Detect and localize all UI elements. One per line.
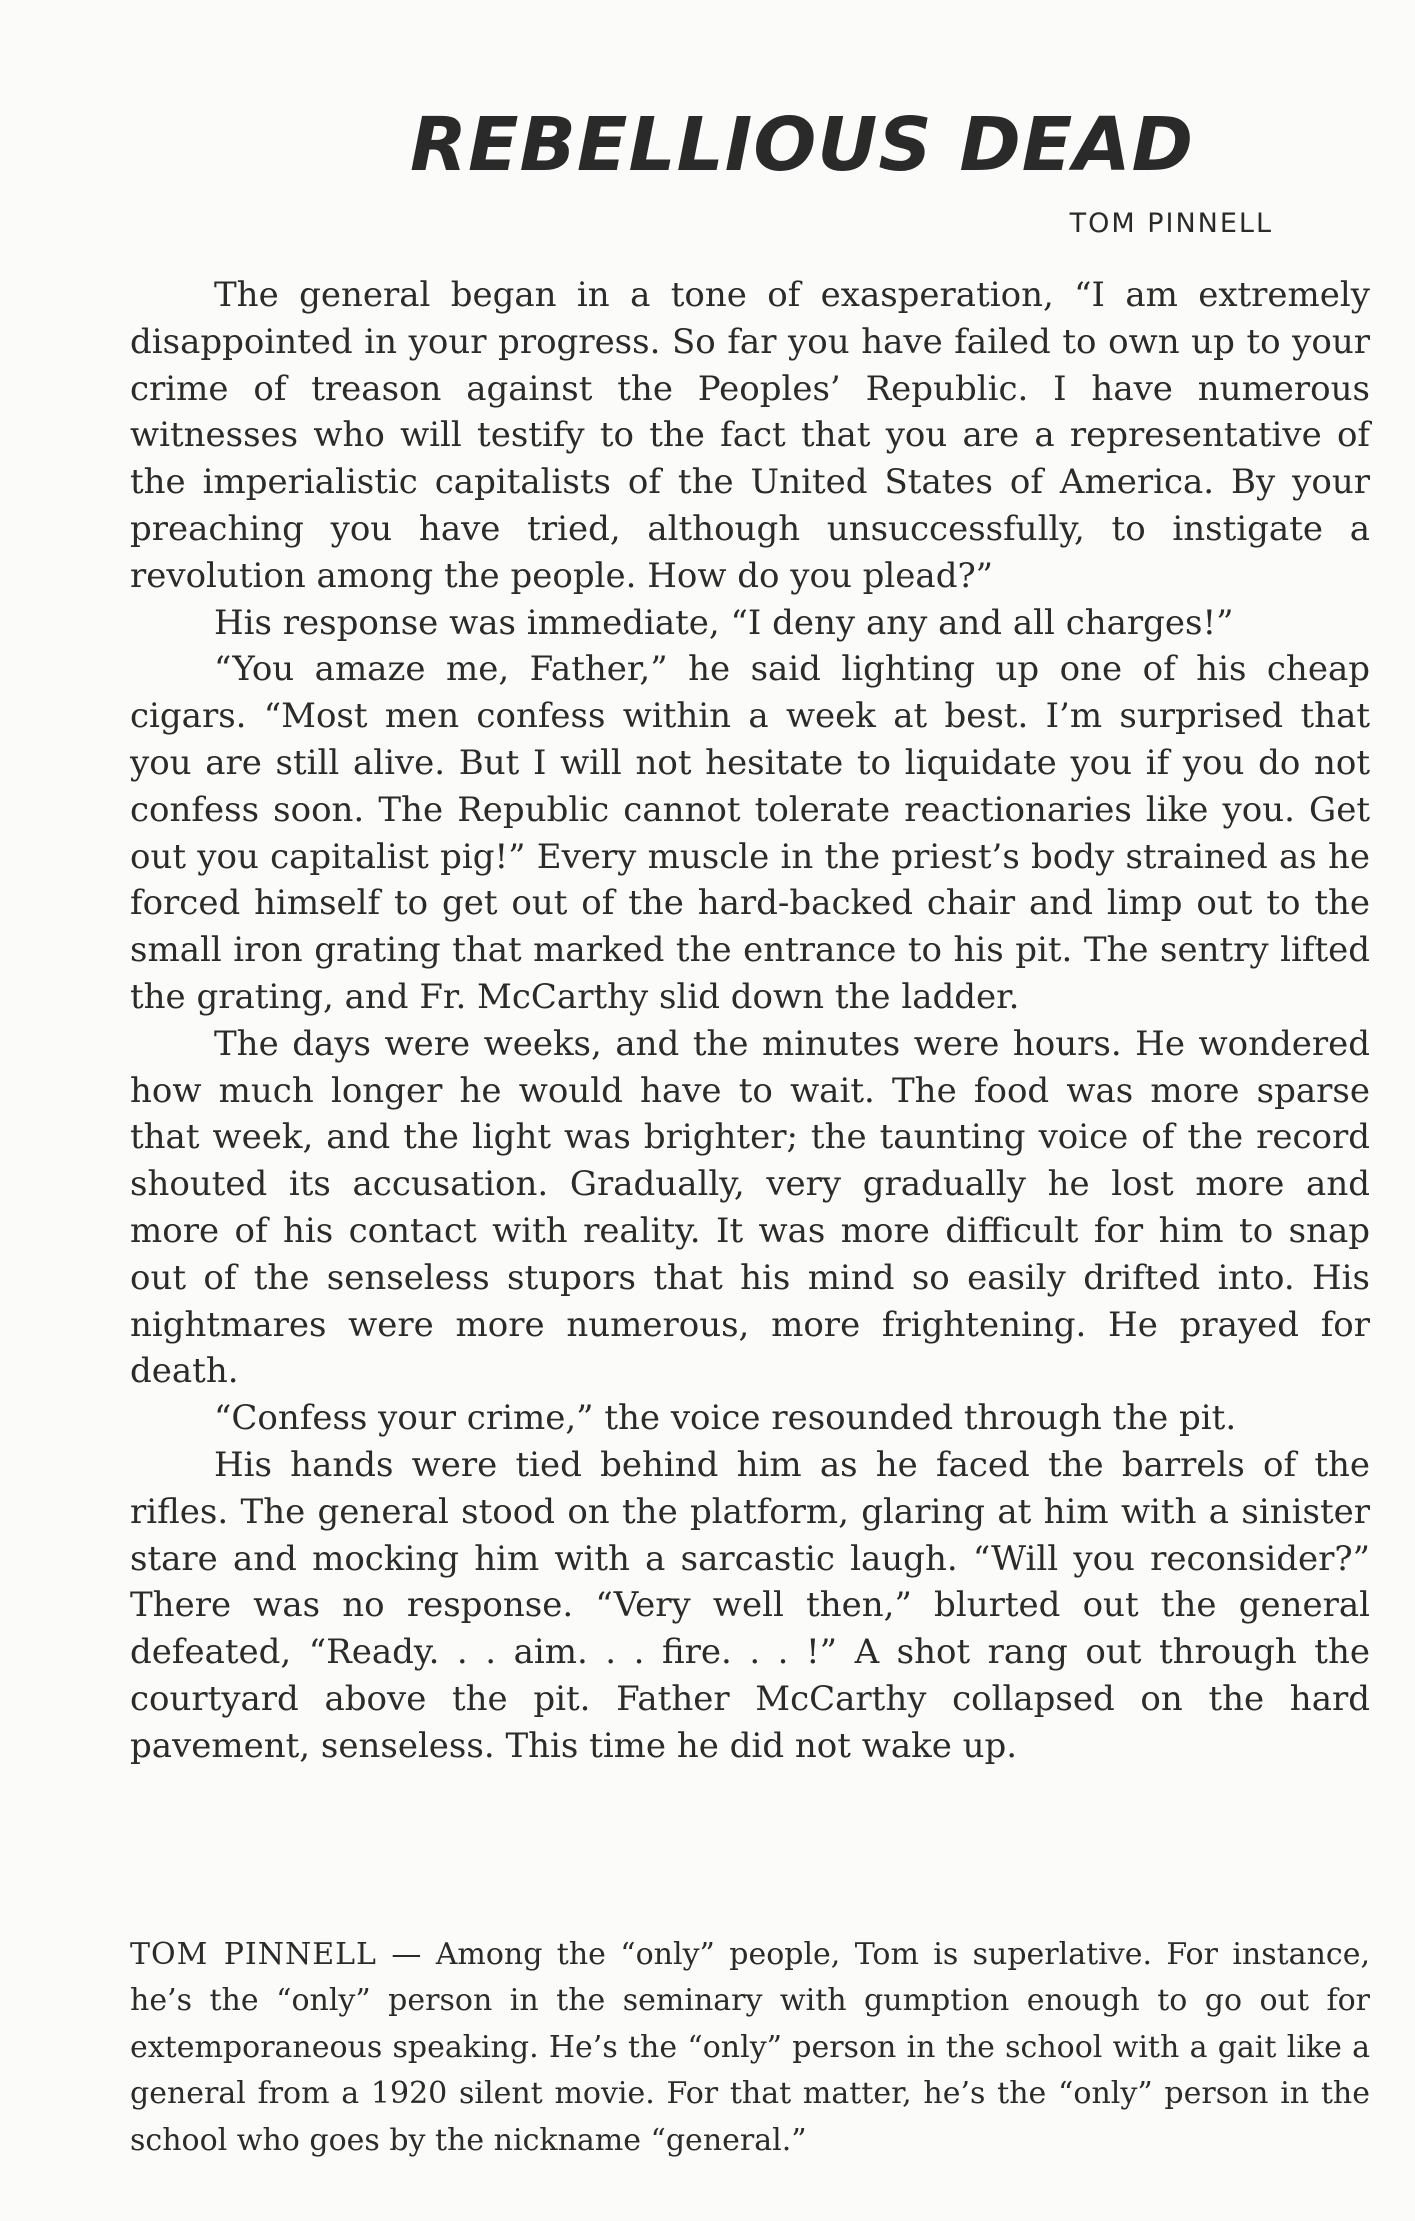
author-bio [130,1932,1370,2164]
bio-text: — Among the “only” people, Tom is superlative. For instance, he’s the “only” person in the seminary with gumption enough to go out for extemporaneous speaking. He’s the “only” person in the school with a gait like a general from a 1920 silent movie. For that matter, he’s the “only” person in the school who goes by the nickname “general.” [130,1937,1370,2158]
paragraph-5: “Confess your crime,” the voice resounded through the pit. [214,1398,1237,1439]
paragraph-6: His hands were tied behind him as he faced the barrels of the rifles. The general stood on the platform, glaring at him with a sinister stare and mocking him with a sarcastic laugh. “Will you reconsider?” There was no response. “Very well then,” blurted out the general defeated, “Ready. . . aim. . . fire. . . !” A shot rang out through the courtyard above the pit. Father McCarthy collapsed on the hard pavement, senseless. This time he did not wake up. [130,1444,1370,1766]
bio-author-name: TOM PINNELL [130,1937,377,1972]
paragraph-1: The general began in a tone of exasperation, “I am extremely disappointed in your progress. So far you have failed to own up to your crime of treason against the Peoples’ Republic. I have numerous witnesses who will testify to the fact that you are a representative of the imperialistic capitalists of the United States of America. By your preaching you have tried, although unsuccessfully, to instigate a revolution among the people. How do you plead?” [130,275,1370,596]
paragraph-2: His response was immediate, “I deny any and all charges!” [214,602,1234,643]
paragraph-4: The days were weeks, and the minutes were hours. He wondered how much longer he would have to wait. The food was more sparse that week, and the light was brighter; the taunting voice of the record shouted its accusation. Gradually, very gradually he lost more and more of his contact with reality. It was more difficult for him to snap out of the senseless stupors that his mind so easily drifted into. His nightmares were more numerous, more frightening. He prayed for death. [130,1023,1370,1392]
paragraph-3: “You amaze me, Father,” he said lighting up one of his cheap cigars. “Most men confess within a week at best. I’m surprised that you are still alive. But I will not hesitate to liquidate you if you do not confess soon. The Republic cannot tolerate reactionaries like you. Get out you capitalist pig!” Every muscle in the priest’s body strained as he forced himself to get out of the hard-backed chair and limp out to the small iron grating that marked the entrance to his pit. The sentry lifted the grating, and Fr. McCarthy slid down the ladder. [130,649,1370,1017]
story-title: REBELLIOUS DEAD [410,102,1195,188]
story-body [130,272,1370,1770]
author-byline: TOM PINNELL [1069,208,1273,239]
